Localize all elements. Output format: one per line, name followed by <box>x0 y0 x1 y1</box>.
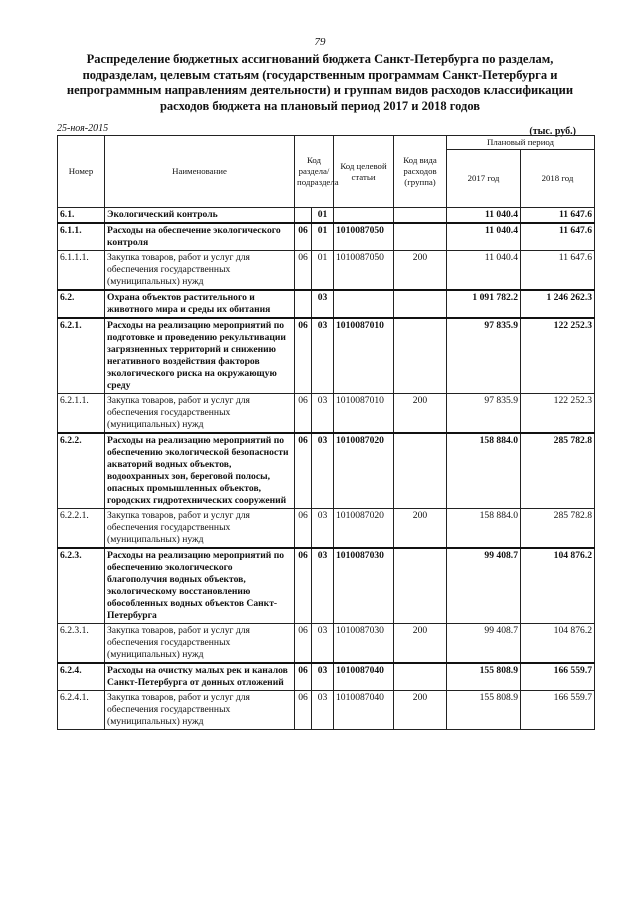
table-row <box>58 548 595 624</box>
row-value-2018: 122 252.3 <box>521 394 595 434</box>
units-label: (тыс. руб.) <box>529 126 576 137</box>
row-value-2017: 158 884.0 <box>447 509 521 549</box>
header-plan-period: Плановый период <box>447 136 595 150</box>
row-name: Расходы на обеспечение экологического контроля <box>105 223 295 251</box>
row-name: Закупка товаров, работ и услуг для обеспечения государственных (муниципальных) нужд <box>105 251 295 291</box>
row-subsection-code: 01 <box>312 208 334 224</box>
row-value-2017: 97 835.9 <box>447 394 521 434</box>
row-number: 6.2.2.1. <box>58 509 105 549</box>
row-expense-code: 200 <box>394 251 447 291</box>
row-value-2018: 166 559.7 <box>521 691 595 730</box>
row-section-code: 06 <box>295 318 312 394</box>
row-value-2018: 11 647.6 <box>521 223 595 251</box>
table-row <box>58 251 595 291</box>
row-number: 6.2.3. <box>58 548 105 624</box>
budget-table <box>57 135 595 730</box>
row-subsection-code: 03 <box>312 318 334 394</box>
row-section-code: 06 <box>295 251 312 291</box>
row-subsection-code: 03 <box>312 548 334 624</box>
row-target-code: 1010087030 <box>334 548 394 624</box>
header-section: Код раздела/ подраздела <box>295 136 334 208</box>
row-section-code: 06 <box>295 223 312 251</box>
header-2017: 2017 год <box>447 150 521 208</box>
row-value-2018: 104 876.2 <box>521 548 595 624</box>
row-target-code: 1010087040 <box>334 691 394 730</box>
row-subsection-code: 03 <box>312 663 334 691</box>
row-value-2017: 158 884.0 <box>447 433 521 509</box>
row-section-code: 06 <box>295 433 312 509</box>
table-row <box>58 223 595 251</box>
row-expense-code: 200 <box>394 691 447 730</box>
row-target-code: 1010087050 <box>334 251 394 291</box>
row-subsection-code: 03 <box>312 691 334 730</box>
row-expense-code: 200 <box>394 624 447 664</box>
row-target-code: 1010087030 <box>334 624 394 664</box>
table-row <box>58 318 595 394</box>
row-value-2018: 285 782.8 <box>521 509 595 549</box>
row-number: 6.2.2. <box>58 433 105 509</box>
row-section-code <box>295 290 312 318</box>
table-row <box>58 663 595 691</box>
row-section-code: 06 <box>295 663 312 691</box>
row-number: 6.2. <box>58 290 105 318</box>
row-expense-code <box>394 223 447 251</box>
row-subsection-code: 03 <box>312 509 334 549</box>
row-expense-code <box>394 208 447 224</box>
row-subsection-code: 01 <box>312 251 334 291</box>
table-row <box>58 509 595 549</box>
table-row <box>58 691 595 730</box>
row-number: 6.2.4.1. <box>58 691 105 730</box>
row-section-code: 06 <box>295 509 312 549</box>
row-value-2017: 99 408.7 <box>447 624 521 664</box>
row-section-code: 06 <box>295 548 312 624</box>
row-value-2018: 122 252.3 <box>521 318 595 394</box>
row-expense-code: 200 <box>394 509 447 549</box>
row-section-code: 06 <box>295 624 312 664</box>
row-section-code: 06 <box>295 394 312 434</box>
row-value-2017: 155 808.9 <box>447 691 521 730</box>
table-row <box>58 208 595 224</box>
row-value-2018: 11 647.6 <box>521 251 595 291</box>
row-target-code: 1010087050 <box>334 223 394 251</box>
row-name: Расходы на реализацию мероприятий по подготовке и проведению рекультивации загрязненных территорий и снижению негативного воздействия факторов экологического риска на окружающую среду <box>105 318 295 394</box>
header-expense: Код вида расходов (группа) <box>394 136 447 208</box>
header-name: Наименование <box>105 136 295 208</box>
row-name: Расходы на очистку малых рек и каналов Санкт-Петербурга от донных отложений <box>105 663 295 691</box>
header-target: Код целевой статьи <box>334 136 394 208</box>
row-section-code <box>295 208 312 224</box>
row-name: Экологический контроль <box>105 208 295 224</box>
row-expense-code <box>394 290 447 318</box>
row-value-2018: 104 876.2 <box>521 624 595 664</box>
table-row <box>58 394 595 434</box>
row-number: 6.2.3.1. <box>58 624 105 664</box>
row-expense-code <box>394 663 447 691</box>
row-target-code <box>334 208 394 224</box>
row-target-code: 1010087040 <box>334 663 394 691</box>
row-name: Закупка товаров, работ и услуг для обеспечения государственных (муниципальных) нужд <box>105 624 295 664</box>
row-name: Закупка товаров, работ и услуг для обеспечения государственных (муниципальных) нужд <box>105 394 295 434</box>
row-number: 6.2.1. <box>58 318 105 394</box>
row-subsection-code: 03 <box>312 624 334 664</box>
table-row <box>58 433 595 509</box>
row-subsection-code: 03 <box>312 290 334 318</box>
row-target-code <box>334 290 394 318</box>
row-value-2017: 11 040.4 <box>447 208 521 224</box>
row-value-2017: 11 040.4 <box>447 223 521 251</box>
row-value-2017: 11 040.4 <box>447 251 521 291</box>
row-subsection-code: 03 <box>312 433 334 509</box>
row-target-code: 1010087010 <box>334 394 394 434</box>
row-number: 6.1.1. <box>58 223 105 251</box>
header-2018: 2018 год <box>521 150 595 208</box>
row-subsection-code: 01 <box>312 223 334 251</box>
header-number: Номер <box>58 136 105 208</box>
row-target-code: 1010087010 <box>334 318 394 394</box>
row-target-code: 1010087020 <box>334 433 394 509</box>
row-expense-code <box>394 433 447 509</box>
row-value-2017: 155 808.9 <box>447 663 521 691</box>
row-section-code: 06 <box>295 691 312 730</box>
row-name: Закупка товаров, работ и услуг для обеспечения государственных (муниципальных) нужд <box>105 509 295 549</box>
row-number: 6.1.1.1. <box>58 251 105 291</box>
row-value-2018: 11 647.6 <box>521 208 595 224</box>
row-value-2017: 97 835.9 <box>447 318 521 394</box>
row-value-2018: 1 246 262.3 <box>521 290 595 318</box>
table-row <box>58 290 595 318</box>
row-value-2017: 1 091 782.2 <box>447 290 521 318</box>
document-date: 25-ноя-2015 <box>57 123 109 134</box>
row-expense-code <box>394 318 447 394</box>
page-number: 79 <box>314 36 326 48</box>
row-value-2018: 166 559.7 <box>521 663 595 691</box>
row-subsection-code: 03 <box>312 394 334 434</box>
row-value-2017: 99 408.7 <box>447 548 521 624</box>
row-number: 6.2.1.1. <box>58 394 105 434</box>
row-name: Расходы на реализацию мероприятий по обеспечению экологического благополучия водных объектов, экологическому восстановлению обособленных водных объектов Санкт-Петербурга <box>105 548 295 624</box>
row-name: Охрана объектов растительного и животного мира и среды их обитания <box>105 290 295 318</box>
row-number: 6.2.4. <box>58 663 105 691</box>
row-name: Расходы на реализацию мероприятий по обеспечению экологической безопасности акваторий водных объектов, водоохранных зон, береговой полосы, опасных промышленных объектов, городских гидротехнических сооружений <box>105 433 295 509</box>
row-expense-code <box>394 548 447 624</box>
row-expense-code: 200 <box>394 394 447 434</box>
document-title: Распределение бюджетных ассигнований бюджета Санкт-Петербурга по разделам, подразделам, целевым статьям (государственным программам Санкт-Петербурга и непрограммным направлениям деятельности) и группам видов расходов классификации расходов бюджета на плановый период 2017 и 2018 годов <box>66 52 574 113</box>
row-number: 6.1. <box>58 208 105 224</box>
row-target-code: 1010087020 <box>334 509 394 549</box>
row-value-2018: 285 782.8 <box>521 433 595 509</box>
table-row <box>58 624 595 664</box>
row-name: Закупка товаров, работ и услуг для обеспечения государственных (муниципальных) нужд <box>105 691 295 730</box>
